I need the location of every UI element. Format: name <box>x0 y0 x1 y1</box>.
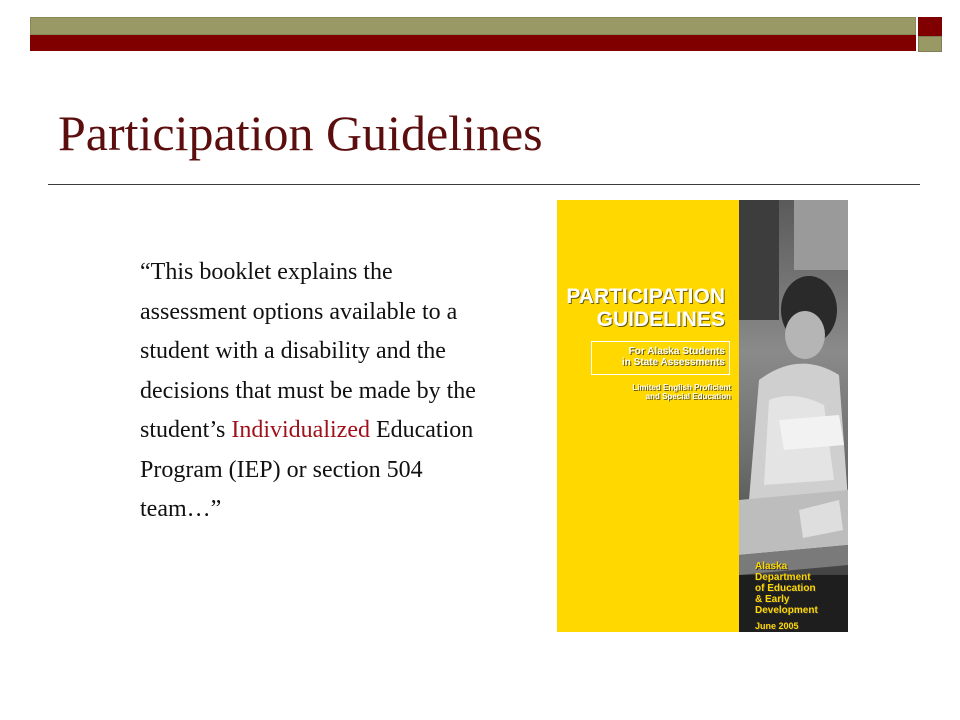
cover-title-line1: PARTICIPATION <box>566 285 725 308</box>
corner-square-olive <box>918 36 942 52</box>
quote-text-after: Education Program (IEP) or section 504 team…” <box>140 417 474 522</box>
top-bar-olive-stripe <box>30 17 916 35</box>
top-decorative-bar <box>30 17 916 51</box>
cover-agency-name: Alaska Department of Education & Early Development <box>755 561 818 616</box>
quote-text <box>140 253 485 530</box>
cover-subtitle <box>622 346 725 368</box>
title-divider <box>48 184 920 185</box>
quote-text-before: “This booklet explains the assessment options available to a student with a disability and the decisions that must be made by the student’s <box>140 259 476 443</box>
cover-title <box>566 285 725 331</box>
cover-title-line2: GUIDELINES <box>596 308 725 331</box>
cover-subtitle2-line1: Limited English Proficient <box>632 383 731 392</box>
top-bar-maroon-stripe <box>30 35 916 51</box>
slide-title: Participation Guidelines <box>58 105 543 161</box>
cover-subtitle2-line2: and Special Education <box>645 392 731 401</box>
cover-date: June 2005 <box>755 621 799 631</box>
cover-subtitle-line2: in State Assessments <box>621 357 725 368</box>
cover-subtitle-secondary <box>632 383 731 401</box>
cover-subtitle-line1: For Alaska Students <box>628 346 725 357</box>
booklet-cover-image <box>557 200 848 632</box>
quote-highlight-word: Individualized <box>231 417 370 443</box>
corner-square-maroon <box>918 17 942 36</box>
